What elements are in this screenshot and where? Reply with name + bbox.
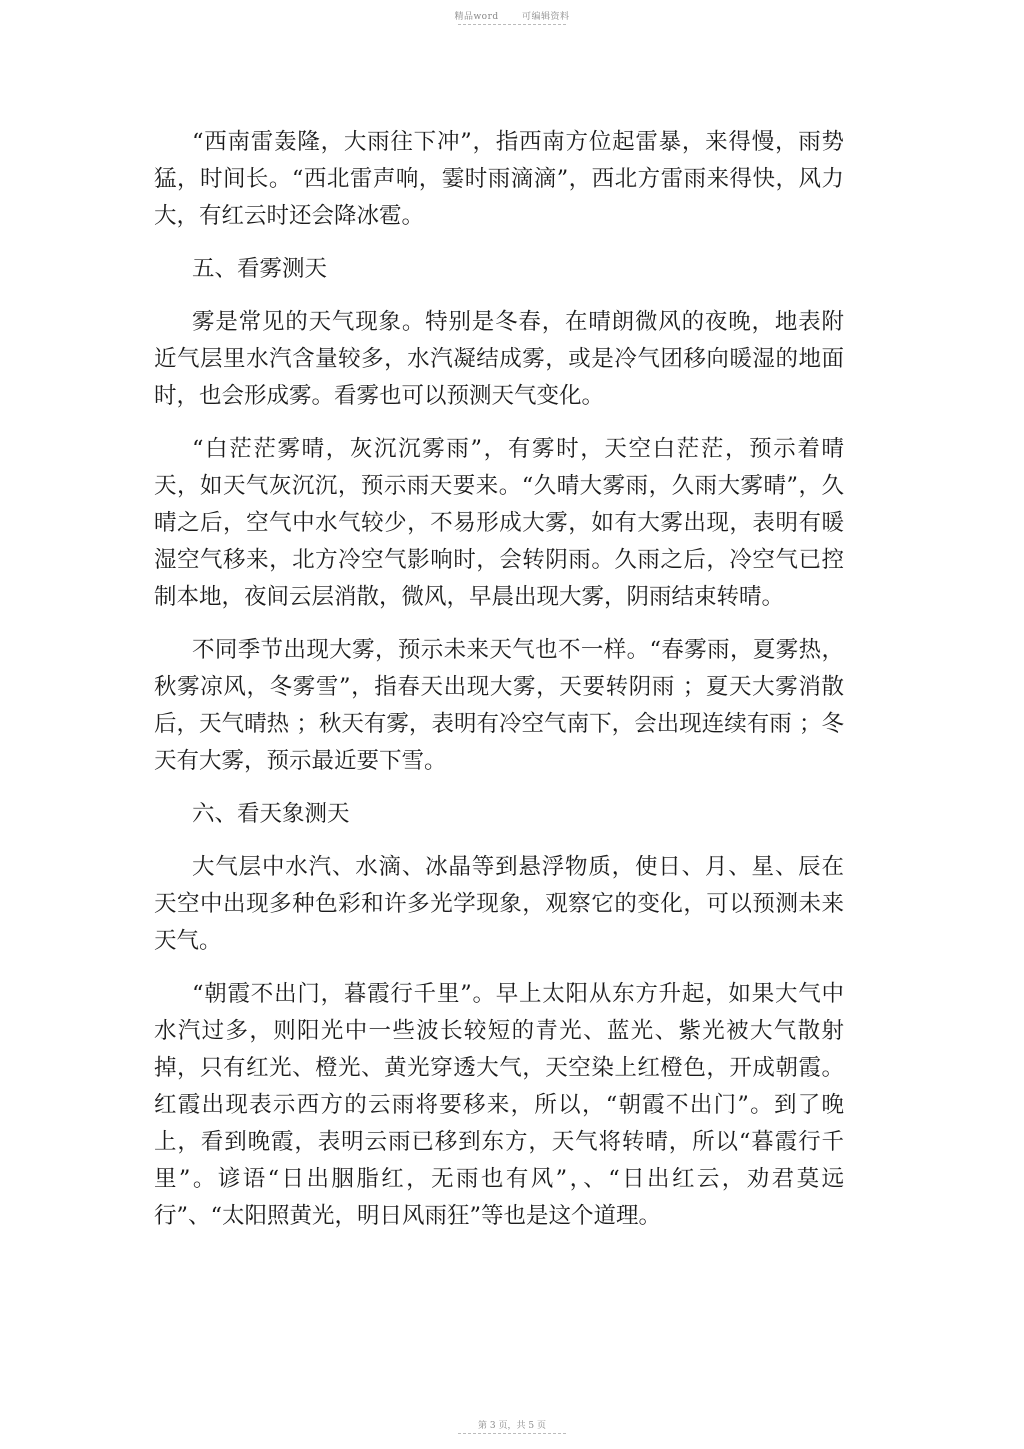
document-body <box>154 124 844 1251</box>
header-divider <box>458 24 566 25</box>
footer-divider <box>458 1433 566 1434</box>
header-left-label: 精品word <box>454 12 499 22</box>
section-heading-fog: 五、看雾测天 <box>192 256 328 282</box>
section-heading-sky: 六、看天象测天 <box>192 801 350 827</box>
page-header <box>0 9 1024 22</box>
header-right-label: 可编辑资料 <box>522 12 570 22</box>
paragraph-sky-glow: “朝霞不出门，暮霞行千里”。早上太阳从东方升起，如果大气中水汽过多，则阳光中一些波长较短的青光、蓝光、紫光被大气散射掉，只有红光、橙光、黄光穿透大气，天空染上红橙色，开成朝霞。红霞出现表示西方的云雨将要移来，所以，“朝霞不出门”。到了晚上，看到晚霞，表明云雨已移到东方，天气将转晴，所以“暮霞行千里”。谚语“日出胭脂红，无雨也有风”，、“日出红云，劝君莫远行”、“太阳照黄光，明日风雨狂”等也是这个道理。 <box>154 981 844 1229</box>
paragraph-fog-intro: 雾是常见的天气现象。特别是冬春，在晴朗微风的夜晚，地表附近气层里水汽含量较多，水汽凝结成雾，或是冷气团移向暖湿的地面时，也会形成雾。看雾也可以预测天气变化。 <box>154 309 844 409</box>
paragraph-thunder: “西南雷轰隆，大雨往下冲”，指西南方位起雷暴，来得慢，雨势猛，时间长。“西北雷声响，霎时雨滴滴”，西北方雷雨来得快，风力大，有红云时还会降冰雹。 <box>154 129 844 229</box>
paragraph-fog-seasons: 不同季节出现大雾，预示未来天气也不一样。“春雾雨，夏雾热，秋雾凉风，冬雾雪”，指春天出现大雾，天要转阴雨 ；夏天大雾消散后，天气晴热 ；秋天有雾，表明有冷空气南下，会出现连续有雨 ；冬天有大雾，预示最近要下雪。 <box>154 637 844 774</box>
paragraph-fog-proverbs: “白茫茫雾晴，灰沉沉雾雨”，有雾时，天空白茫茫，预示着晴天，如天气灰沉沉，预示雨天要来。“久晴大雾雨，久雨大雾晴”，久晴之后，空气中水气较少，不易形成大雾，如有大雾出现，表明有暖湿空气移来，北方冷空气影响时，会转阴雨。久雨之后，冷空气已控制本地，夜间云层消散，微风，早晨出现大雾，阴雨结束转晴。 <box>154 436 844 610</box>
page-footer: 第 3 页，共 5 页 <box>478 1421 546 1431</box>
paragraph-sky-intro: 大气层中水汽、水滴、冰晶等到悬浮物质，使日、月、星、辰在天空中出现多种色彩和许多光学现象，观察它的变化，可以预测未来天气。 <box>154 854 844 954</box>
